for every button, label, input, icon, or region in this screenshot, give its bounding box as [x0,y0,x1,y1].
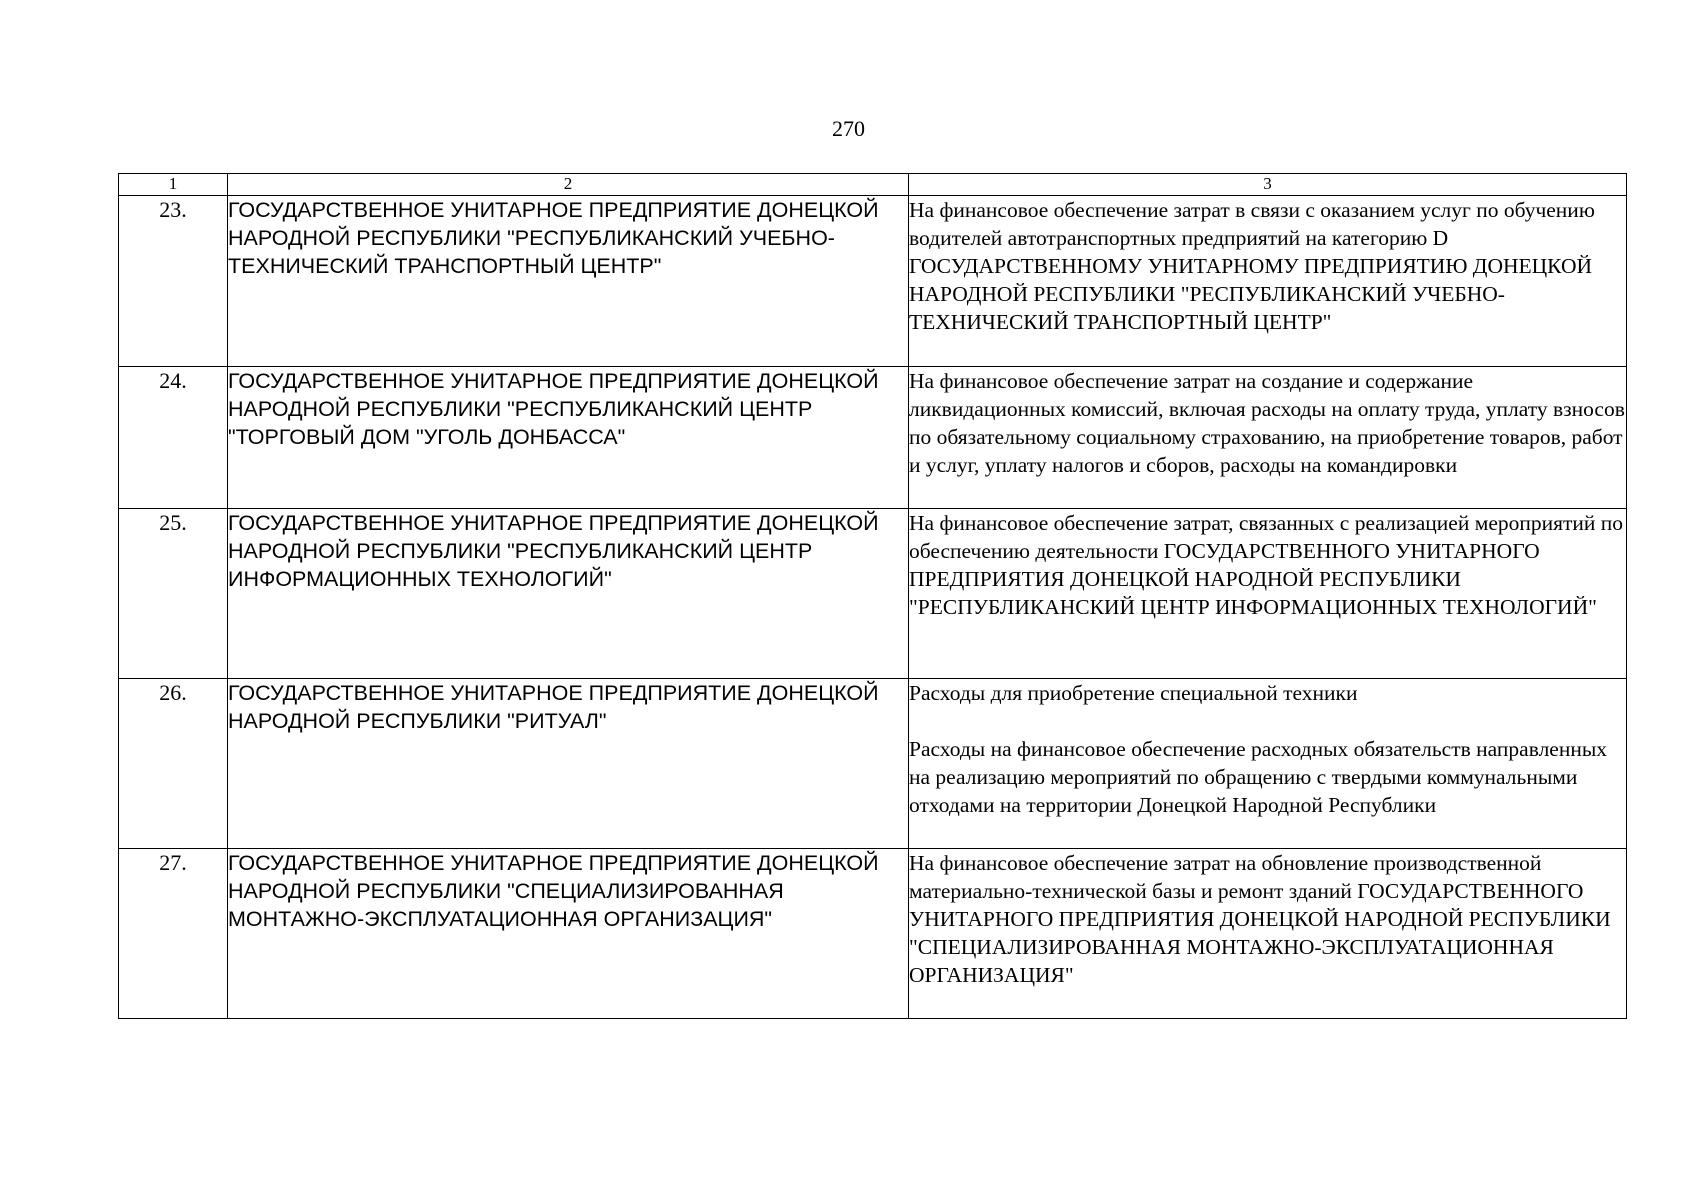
organization-name: ГОСУДАРСТВЕННОЕ УНИТАРНОЕ ПРЕДПРИЯТИЕ ДОНЕЦКОЙ НАРОДНОЙ РЕСПУБЛИКИ "РЕСПУБЛИКАНСКИЙ УЧЕБНО-ТЕХНИЧЕСКИЙ ТРАНСПОРТНЫЙ ЦЕНТР" [228,196,909,367]
column-header-1: 1 [119,174,228,196]
expense-description [909,849,1627,1019]
row-number: 24. [119,367,228,509]
expense-description [909,509,1627,679]
description-paragraph: Расходы на финансовое обеспечение расходных обязательств направленных на реализацию мероприятий по обращению с твердыми коммунальными отходами на территории Донецкой Народной Республики [909,737,1608,817]
expense-description [909,679,1627,849]
table-row [119,196,1627,367]
description-paragraph: На финансовое обеспечение затрат, связанных с реализацией мероприятий по обеспечению деятельности ГОСУДАРСТВЕННОГО УНИТАРНОГО ПРЕДПРИЯТИЯ ДОНЕЦКОЙ НАРОДНОЙ РЕСПУБЛИКИ "РЕСПУБЛИКАНСКИЙ ЦЕНТР ИНФОРМАЦИОННЫХ ТЕХНОЛОГИЙ" [909,511,1624,619]
row-number: 27. [119,849,228,1019]
column-number-row [119,174,1627,196]
table-row [119,509,1627,679]
organization-name: ГОСУДАРСТВЕННОЕ УНИТАРНОЕ ПРЕДПРИЯТИЕ ДОНЕЦКОЙ НАРОДНОЙ РЕСПУБЛИКИ "РИТУАЛ" [228,679,909,849]
table-row [119,679,1627,849]
organization-name: ГОСУДАРСТВЕННОЕ УНИТАРНОЕ ПРЕДПРИЯТИЕ ДОНЕЦКОЙ НАРОДНОЙ РЕСПУБЛИКИ "РЕСПУБЛИКАНСКИЙ ЦЕНТР "ТОРГОВЫЙ ДОМ "УГОЛЬ ДОНБАССА" [228,367,909,509]
row-number: 23. [119,196,228,367]
description-paragraph: На финансовое обеспечение затрат на обновление производственной материально-технической базы и ремонт зданий ГОСУДАРСТВЕННОГО УНИТАРНОГО ПРЕДПРИЯТИЯ ДОНЕЦКОЙ НАРОДНОЙ РЕСПУБЛИКИ "СПЕЦИАЛИЗИРОВАННАЯ МОНТАЖНО-ЭКСПЛУАТАЦИОННАЯ ОРГАНИЗАЦИЯ" [909,851,1611,987]
description-paragraph: Расходы для приобретение специальной техники [909,681,1358,705]
expense-description [909,367,1627,509]
description-paragraph: На финансовое обеспечение затрат на создание и содержание ликвидационных комиссий, включая расходы на оплату труда, уплату взносов по обязательному социальному страхованию, на приобретение товаров, работ и услуг, уплату налогов и сборов, расходы на командировки [909,369,1625,477]
table-row [119,849,1627,1019]
subsidy-table [118,173,1627,1019]
row-number: 26. [119,679,228,849]
page-number: 270 [832,116,865,141]
organization-name: ГОСУДАРСТВЕННОЕ УНИТАРНОЕ ПРЕДПРИЯТИЕ ДОНЕЦКОЙ НАРОДНОЙ РЕСПУБЛИКИ "СПЕЦИАЛИЗИРОВАННАЯ МОНТАЖНО-ЭКСПЛУАТАЦИОННАЯ ОРГАНИЗАЦИЯ" [228,849,909,1019]
description-paragraph: На финансовое обеспечение затрат в связи с оказанием услуг по обучению водителей автотранспортных предприятий на категорию D ГОСУДАРСТВЕННОМУ УНИТАРНОМУ ПРЕДПРИЯТИЮ ДОНЕЦКОЙ НАРОДНОЙ РЕСПУБЛИКИ "РЕСПУБЛИКАНСКИЙ УЧЕБНО-ТЕХНИЧЕСКИЙ ТРАНСПОРТНЫЙ ЦЕНТР" [909,198,1595,334]
table-row [119,367,1627,509]
organization-name: ГОСУДАРСТВЕННОЕ УНИТАРНОЕ ПРЕДПРИЯТИЕ ДОНЕЦКОЙ НАРОДНОЙ РЕСПУБЛИКИ "РЕСПУБЛИКАНСКИЙ ЦЕНТР ИНФОРМАЦИОННЫХ ТЕХНОЛОГИЙ" [228,509,909,679]
column-header-2: 2 [228,174,909,196]
expense-description [909,196,1627,367]
column-header-3: 3 [909,174,1627,196]
row-number: 25. [119,509,228,679]
